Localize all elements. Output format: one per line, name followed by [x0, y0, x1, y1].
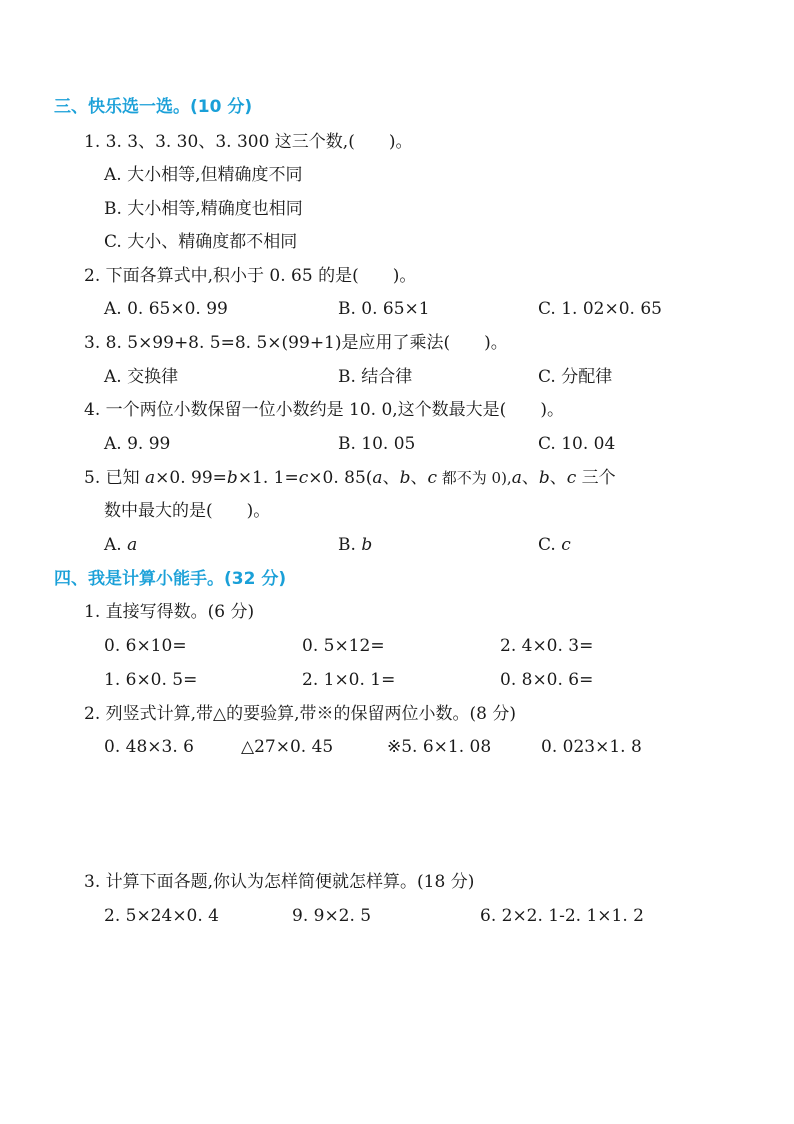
- s4-q3-item: 6. 2×2. 1-2. 1×1. 2: [480, 906, 644, 926]
- q2-option-a: A. 0. 65×0. 99: [104, 299, 228, 319]
- q3-option-a: A. 交换律: [104, 367, 179, 387]
- s4-q2-item: 0. 48×3. 6: [104, 737, 194, 757]
- q5-text: ×1. 1=: [237, 468, 299, 488]
- q3-option-c: C. 分配律: [538, 367, 613, 387]
- s4-q1-item: 2. 4×0. 3=: [500, 636, 594, 656]
- var-b: b: [538, 468, 550, 488]
- var-c: c: [427, 468, 437, 488]
- var-b: b: [399, 468, 411, 488]
- section-4-title: 四、我是计算小能手。(32 分): [54, 569, 287, 589]
- q3-stem: 3. 8. 5×99+8. 5=8. 5×(99+1)是应用了乘法( )。: [84, 333, 508, 353]
- s4-q1-item: 0. 5×12=: [302, 636, 385, 656]
- s4-q1-item: 0. 8×0. 6=: [500, 670, 594, 690]
- var-b: b: [226, 468, 238, 488]
- var-a: a: [372, 468, 383, 488]
- q5-text: 都不为 0),: [436, 469, 512, 487]
- q1-option-c: C. 大小、精确度都不相同: [104, 232, 298, 252]
- option-label: C.: [538, 535, 562, 555]
- q5-text: 、: [410, 468, 428, 488]
- q3-option-b: B. 结合律: [338, 367, 413, 387]
- s4-q1-stem: 1. 直接写得数。(6 分): [84, 602, 255, 622]
- var-b: b: [361, 535, 373, 555]
- q5-text: ×0. 99=: [155, 468, 227, 488]
- s4-q2-item: △27×0. 45: [241, 737, 334, 757]
- q5-stem-line1: [84, 467, 616, 489]
- q5-text: 、: [549, 468, 567, 488]
- q4-option-a: A. 9. 99: [104, 434, 171, 454]
- q1-stem: 1. 3. 3、3. 30、3. 300 这三个数,( )。: [84, 132, 413, 152]
- q2-option-c: C. 1. 02×0. 65: [538, 299, 662, 319]
- option-label: B.: [338, 535, 362, 555]
- s4-q3-item: 2. 5×24×0. 4: [104, 906, 219, 926]
- var-a: a: [511, 468, 522, 488]
- q5-text: ×0. 85(: [308, 468, 373, 488]
- s4-q3-stem: 3. 计算下面各题,你认为怎样简便就怎样算。(18 分): [84, 872, 475, 892]
- s4-q1-item: 2. 1×0. 1=: [302, 670, 396, 690]
- q5-text: 5. 已知: [84, 468, 146, 488]
- q5-text: 、: [521, 468, 539, 488]
- q1-option-b: B. 大小相等,精确度也相同: [104, 199, 303, 219]
- var-a: a: [145, 468, 156, 488]
- q4-stem: 4. 一个两位小数保留一位小数约是 10. 0,这个数最大是( )。: [84, 400, 564, 420]
- q5-text: 、: [382, 468, 400, 488]
- q5-text: 三个: [576, 468, 616, 488]
- s4-q1-item: 1. 6×0. 5=: [104, 670, 198, 690]
- q1-option-a: A. 大小相等,但精确度不同: [104, 165, 303, 185]
- s4-q2-item: 0. 023×1. 8: [541, 737, 642, 757]
- q4-option-b: B. 10. 05: [338, 434, 416, 454]
- s4-q3-item: 9. 9×2. 5: [292, 906, 372, 926]
- q4-option-c: C. 10. 04: [538, 434, 616, 454]
- q2-stem: 2. 下面各算式中,积小于 0. 65 的是( )。: [84, 266, 417, 286]
- option-label: A.: [104, 535, 128, 555]
- var-c: c: [561, 535, 571, 555]
- s4-q2-stem: 2. 列竖式计算,带△的要验算,带※的保留两位小数。(8 分): [84, 704, 516, 724]
- q5-option-c: [538, 534, 571, 556]
- var-a: a: [127, 535, 138, 555]
- s4-q1-item: 0. 6×10=: [104, 636, 187, 656]
- q2-option-b: B. 0. 65×1: [338, 299, 430, 319]
- var-c: c: [566, 468, 577, 488]
- q5-stem-line2: 数中最大的是( )。: [104, 501, 271, 521]
- section-3-title: 三、快乐选一选。(10 分): [54, 97, 253, 117]
- var-c: c: [298, 468, 309, 488]
- q5-option-b: [338, 534, 372, 556]
- s4-q2-item: ※5. 6×1. 08: [387, 737, 492, 757]
- q5-option-a: [104, 534, 137, 556]
